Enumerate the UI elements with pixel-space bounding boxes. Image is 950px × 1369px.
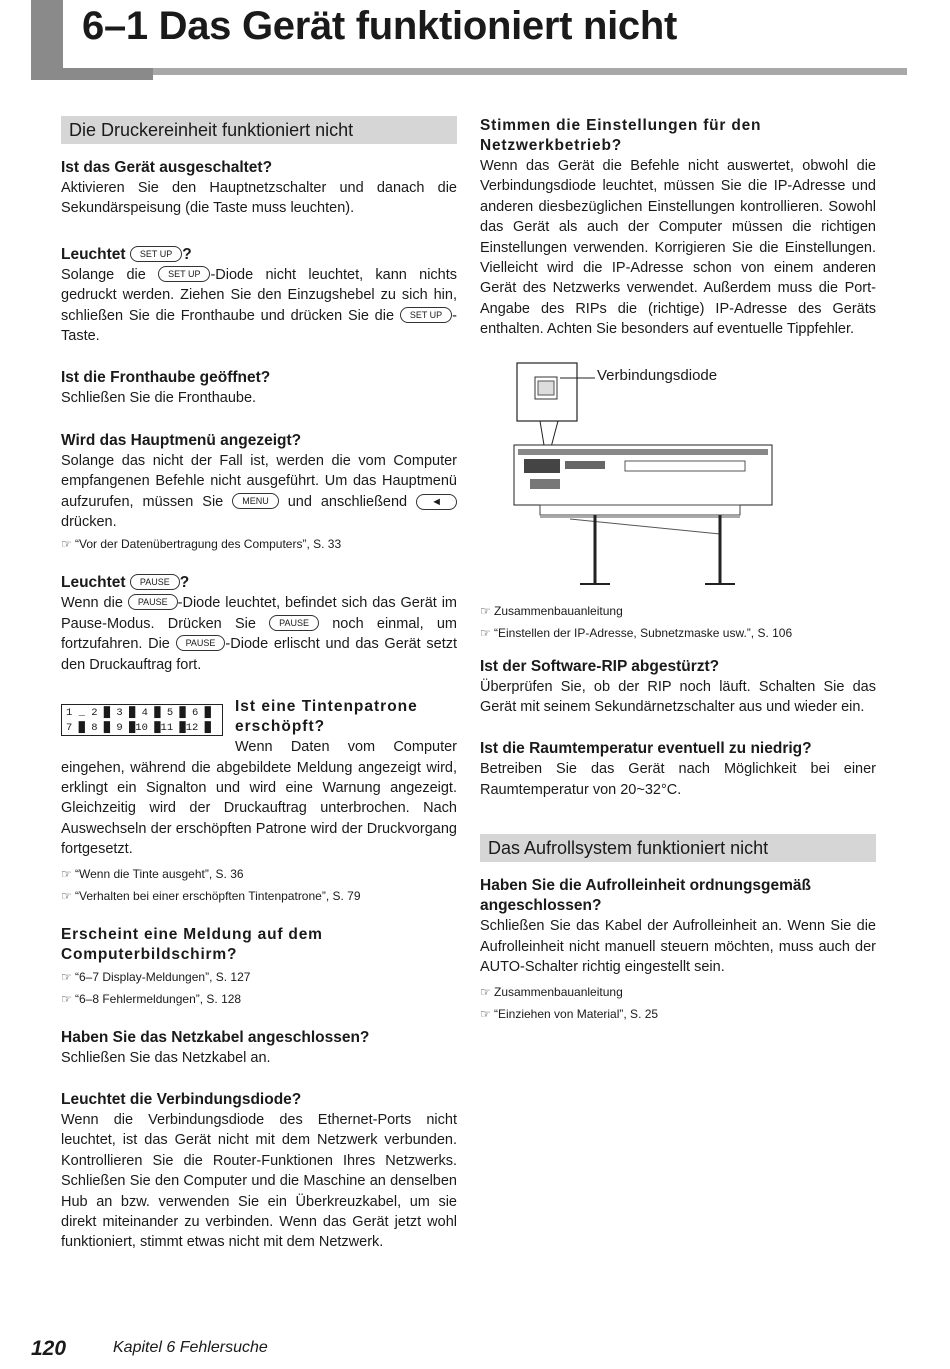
header-bar-foot xyxy=(31,68,153,80)
heading-takeup: Haben Sie die Aufrolleinheit ordnungsgemäß angeschlossen? xyxy=(480,877,811,915)
block-network xyxy=(480,116,876,340)
reference-text: “Wenn die Tinte ausgeht”, S. 36 xyxy=(75,866,244,881)
ink-status-row-2: 7 █ 8 █ 9 █10 █11 █12 █ xyxy=(66,722,211,735)
reference-link[interactable] xyxy=(480,982,876,1002)
section-heading-takeup: Das Aufrollsystem funktioniert nicht xyxy=(480,834,876,862)
text-takeup: Schließen Sie das Kabel der Aufrolleinheit an. Wenn Sie die Aufrolleinheit nicht manuell steuern möchten, muss auch der AUTO-Schalter richtig eingestellt sein. xyxy=(480,918,876,976)
page-number: 120 xyxy=(31,1337,67,1360)
heading-menu: Wird das Hauptmenü angezeigt? xyxy=(61,431,302,449)
menu-key-icon: MENU xyxy=(232,493,279,509)
text-temperature: Betreiben Sie das Gerät nach Möglichkeit bei einer Raumtemperatur von 20~32°C. xyxy=(480,761,876,798)
heading-network: Stimmen die Einstellungen für den Netzwerkbetrieb? xyxy=(480,117,762,154)
text-power-cable: Schließen Sie das Netzkabel an. xyxy=(61,1049,271,1066)
text-pause-3: noch einmal, um fortzufahren. Die xyxy=(61,615,458,653)
heading-computer-message: Erscheint eine Meldung auf dem Computerbildschirm? xyxy=(61,925,323,963)
reference-text: Zusammenbauanleitung xyxy=(494,603,623,618)
setup-key-icon: SET UP xyxy=(130,246,182,262)
reference-link[interactable] xyxy=(480,601,876,621)
reference-text: “Einstellen der IP-Adresse, Subnetzmaske usw.”, S. 106 xyxy=(494,625,793,640)
setup-key-icon: SET UP xyxy=(158,266,210,282)
block-temperature xyxy=(480,739,876,800)
heading-link-led: Leuchtet die Verbindungsdiode? xyxy=(61,1090,302,1108)
reference-icon: ☞ xyxy=(61,537,72,552)
text-setup-1: Solange die xyxy=(61,266,146,283)
reference-text: “Vor der Datenübertragung des Computers”, S. 33 xyxy=(75,537,342,552)
reference-icon: ☞ xyxy=(61,969,72,984)
text-rip: Überprüfen Sie, ob der RIP noch läuft. Schalten Sie das Gerät mit seinem Sekundärnetzschalter aus und wieder ein. xyxy=(480,678,876,716)
text-pause xyxy=(61,593,457,675)
reference-text: “6–8 Fehlermeldungen”, S. 128 xyxy=(75,991,242,1006)
heading-rip: Ist der Software-RIP abgestürzt? xyxy=(480,657,720,675)
text-setup xyxy=(61,265,457,347)
left-column xyxy=(61,116,457,1272)
chapter-title: Kapitel 6 Fehlersuche xyxy=(113,1339,268,1356)
reference-icon: ☞ xyxy=(480,625,491,640)
block-setup xyxy=(61,245,457,347)
heading-setup-pre: Leuchtet xyxy=(61,245,126,263)
heading-temperature: Ist die Raumtemperatur eventuell zu niedrig? xyxy=(480,740,812,758)
heading-power-cable: Haben Sie das Netzkabel angeschlossen? xyxy=(61,1028,370,1046)
block-power xyxy=(61,158,457,219)
pause-key-icon: PAUSE xyxy=(176,635,226,651)
text-pause-1: Wenn die xyxy=(61,595,123,612)
reference-text: Zusammenbauanleitung xyxy=(494,984,623,999)
text-network: Wenn das Gerät die Befehle nicht auswertet, obwohl die Verbindungsdiode leuchtet, müssen Sie die IP-Adresse und anderen diesbezüglichen Einstellungen kontrollieren. Sowohl das Gerät als auch der Computer müssen die richtigen Einstellungen verwenden. Korrigieren Sie die Einstellungen. Vielleicht wird die IP-Adresse schon von einem anderen Gerät des Netzwerks verwendet. Außerdem muss die Port-Angabe des RIPs die (richtige) IP-Adresse des Geräts enthalten. Achten Sie besonders auf eventuelle Tippfehler. xyxy=(480,158,876,338)
setup-key-icon: SET UP xyxy=(400,307,452,323)
ink-status-row-1: 1 _ 2 █ 3 █ 4 █ 5 █ 6 █ xyxy=(66,707,211,720)
heading-pause-post: ? xyxy=(179,574,190,592)
reference-link[interactable] xyxy=(61,534,457,554)
header-rule xyxy=(153,68,907,75)
heading-power: Ist das Gerät ausgeschaltet? xyxy=(61,159,273,176)
heading-ink: Ist eine Tintenpatrone erschöpft? xyxy=(235,698,418,736)
text-setup-2: -Diode nicht leuchtet, kann nichts gedruckt werden. Ziehen Sie den Einzugshebel zu sich hin, schließen Sie die Fronthaube und drücken Sie die xyxy=(61,266,458,324)
block-fronthaube xyxy=(61,368,457,408)
text-link-led: Wenn die Verbindungsdiode des Ethernet-Ports nicht leuchtet, ist das Gerät nicht mit dem Netzwerk verbunden. Kontrollieren Sie die Router-Funktionen Ihres Netzwerks. Schließen Sie den Computer und die Maschine an denselben Hub an bzw. verwenden Sie ein Überkreuzkabel, um sie direkt miteinander zu verbinden. Wenn das Gerät jetzt wohl funktioniert, stimmt etwas nicht mit dem Netzwerk. xyxy=(61,1111,457,1251)
text-menu-3: drücken. xyxy=(61,514,117,531)
page-title: 6–1 Das Gerät funktioniert nicht xyxy=(82,4,677,48)
reference-link[interactable] xyxy=(480,623,876,643)
text-power: Aktivieren Sie den Hauptnetzschalter und danach die Sekundärspeisung (die Taste muss leuchten). xyxy=(61,180,457,217)
block-power-cable xyxy=(61,1028,457,1068)
illustration-label: Verbindungsdiode xyxy=(597,366,718,384)
reference-icon: ☞ xyxy=(480,603,491,618)
reference-text: “6–7 Display-Meldungen”, S. 127 xyxy=(75,969,251,984)
reference-icon: ☞ xyxy=(61,991,72,1006)
text-menu-1: Solange das nicht der Fall ist, werden die vom Computer empfangenen Befehle nicht ausgeführt. Um das Hauptmenü aufzurufen, müssen Sie xyxy=(61,452,457,510)
text-pause-2: -Diode leuchtet, befindet sich das Gerät im Pause-Modus. Drücken Sie xyxy=(61,595,458,632)
block-rip xyxy=(480,657,876,718)
reference-link[interactable] xyxy=(480,1004,876,1024)
heading-setup xyxy=(61,245,457,265)
printer-drawing xyxy=(480,359,880,599)
reference-link[interactable] xyxy=(61,967,457,987)
right-column xyxy=(480,116,876,1043)
reference-text: “Einziehen von Material”, S. 25 xyxy=(494,1006,659,1021)
block-ink xyxy=(61,697,457,905)
reference-text: “Verhalten bei einer erschöpften Tintenpatrone”, S. 79 xyxy=(75,888,361,903)
text-pause-4: -Diode erlischt und das Gerät setzt den Druckauftrag fort. xyxy=(61,636,458,673)
pause-key-icon: PAUSE xyxy=(130,574,180,590)
printer-illustration xyxy=(480,359,876,599)
reference-link[interactable] xyxy=(61,989,457,1009)
reference-icon: ☞ xyxy=(61,888,72,903)
text-menu xyxy=(61,451,457,533)
block-link-led xyxy=(61,1090,457,1253)
block-computer-message xyxy=(61,925,457,1009)
reference-icon: ☞ xyxy=(480,1006,491,1021)
reference-icon: ☞ xyxy=(480,984,491,999)
heading-fronthaube: Ist die Fronthaube geöffnet? xyxy=(61,369,271,387)
reference-link[interactable] xyxy=(61,886,457,906)
text-fronthaube: Schließen Sie die Fronthaube. xyxy=(61,390,257,407)
pause-key-icon: PAUSE xyxy=(128,594,178,610)
reference-icon: ☞ xyxy=(61,866,72,881)
left-arrow-key-icon: ◄ xyxy=(416,494,457,510)
heading-pause xyxy=(61,573,457,593)
block-menu xyxy=(61,431,457,555)
text-setup-3: -Taste. xyxy=(61,307,458,345)
heading-setup-post: ? xyxy=(182,245,192,263)
text-ink: Wenn Daten vom Computer eingehen, während die abgebildete Meldung angezeigt wird, erklingt ein Signalton und wird eine Warnung angezeigt. Gleichzeitig wird der Druckauftrag unterbrochen. Nach Auswechseln der erschöpften Patrone wird der Druckvorgang fortgesetzt. xyxy=(61,739,457,858)
heading-pause-pre: Leuchtet xyxy=(61,574,126,592)
section-heading-printer: Die Druckereinheit funktioniert nicht xyxy=(61,116,457,144)
ink-status-display xyxy=(61,704,223,736)
reference-link[interactable] xyxy=(61,864,457,884)
pause-key-icon: PAUSE xyxy=(269,615,319,631)
text-menu-2: und anschließend xyxy=(287,493,408,510)
block-takeup xyxy=(480,876,876,1023)
block-pause xyxy=(61,573,457,675)
